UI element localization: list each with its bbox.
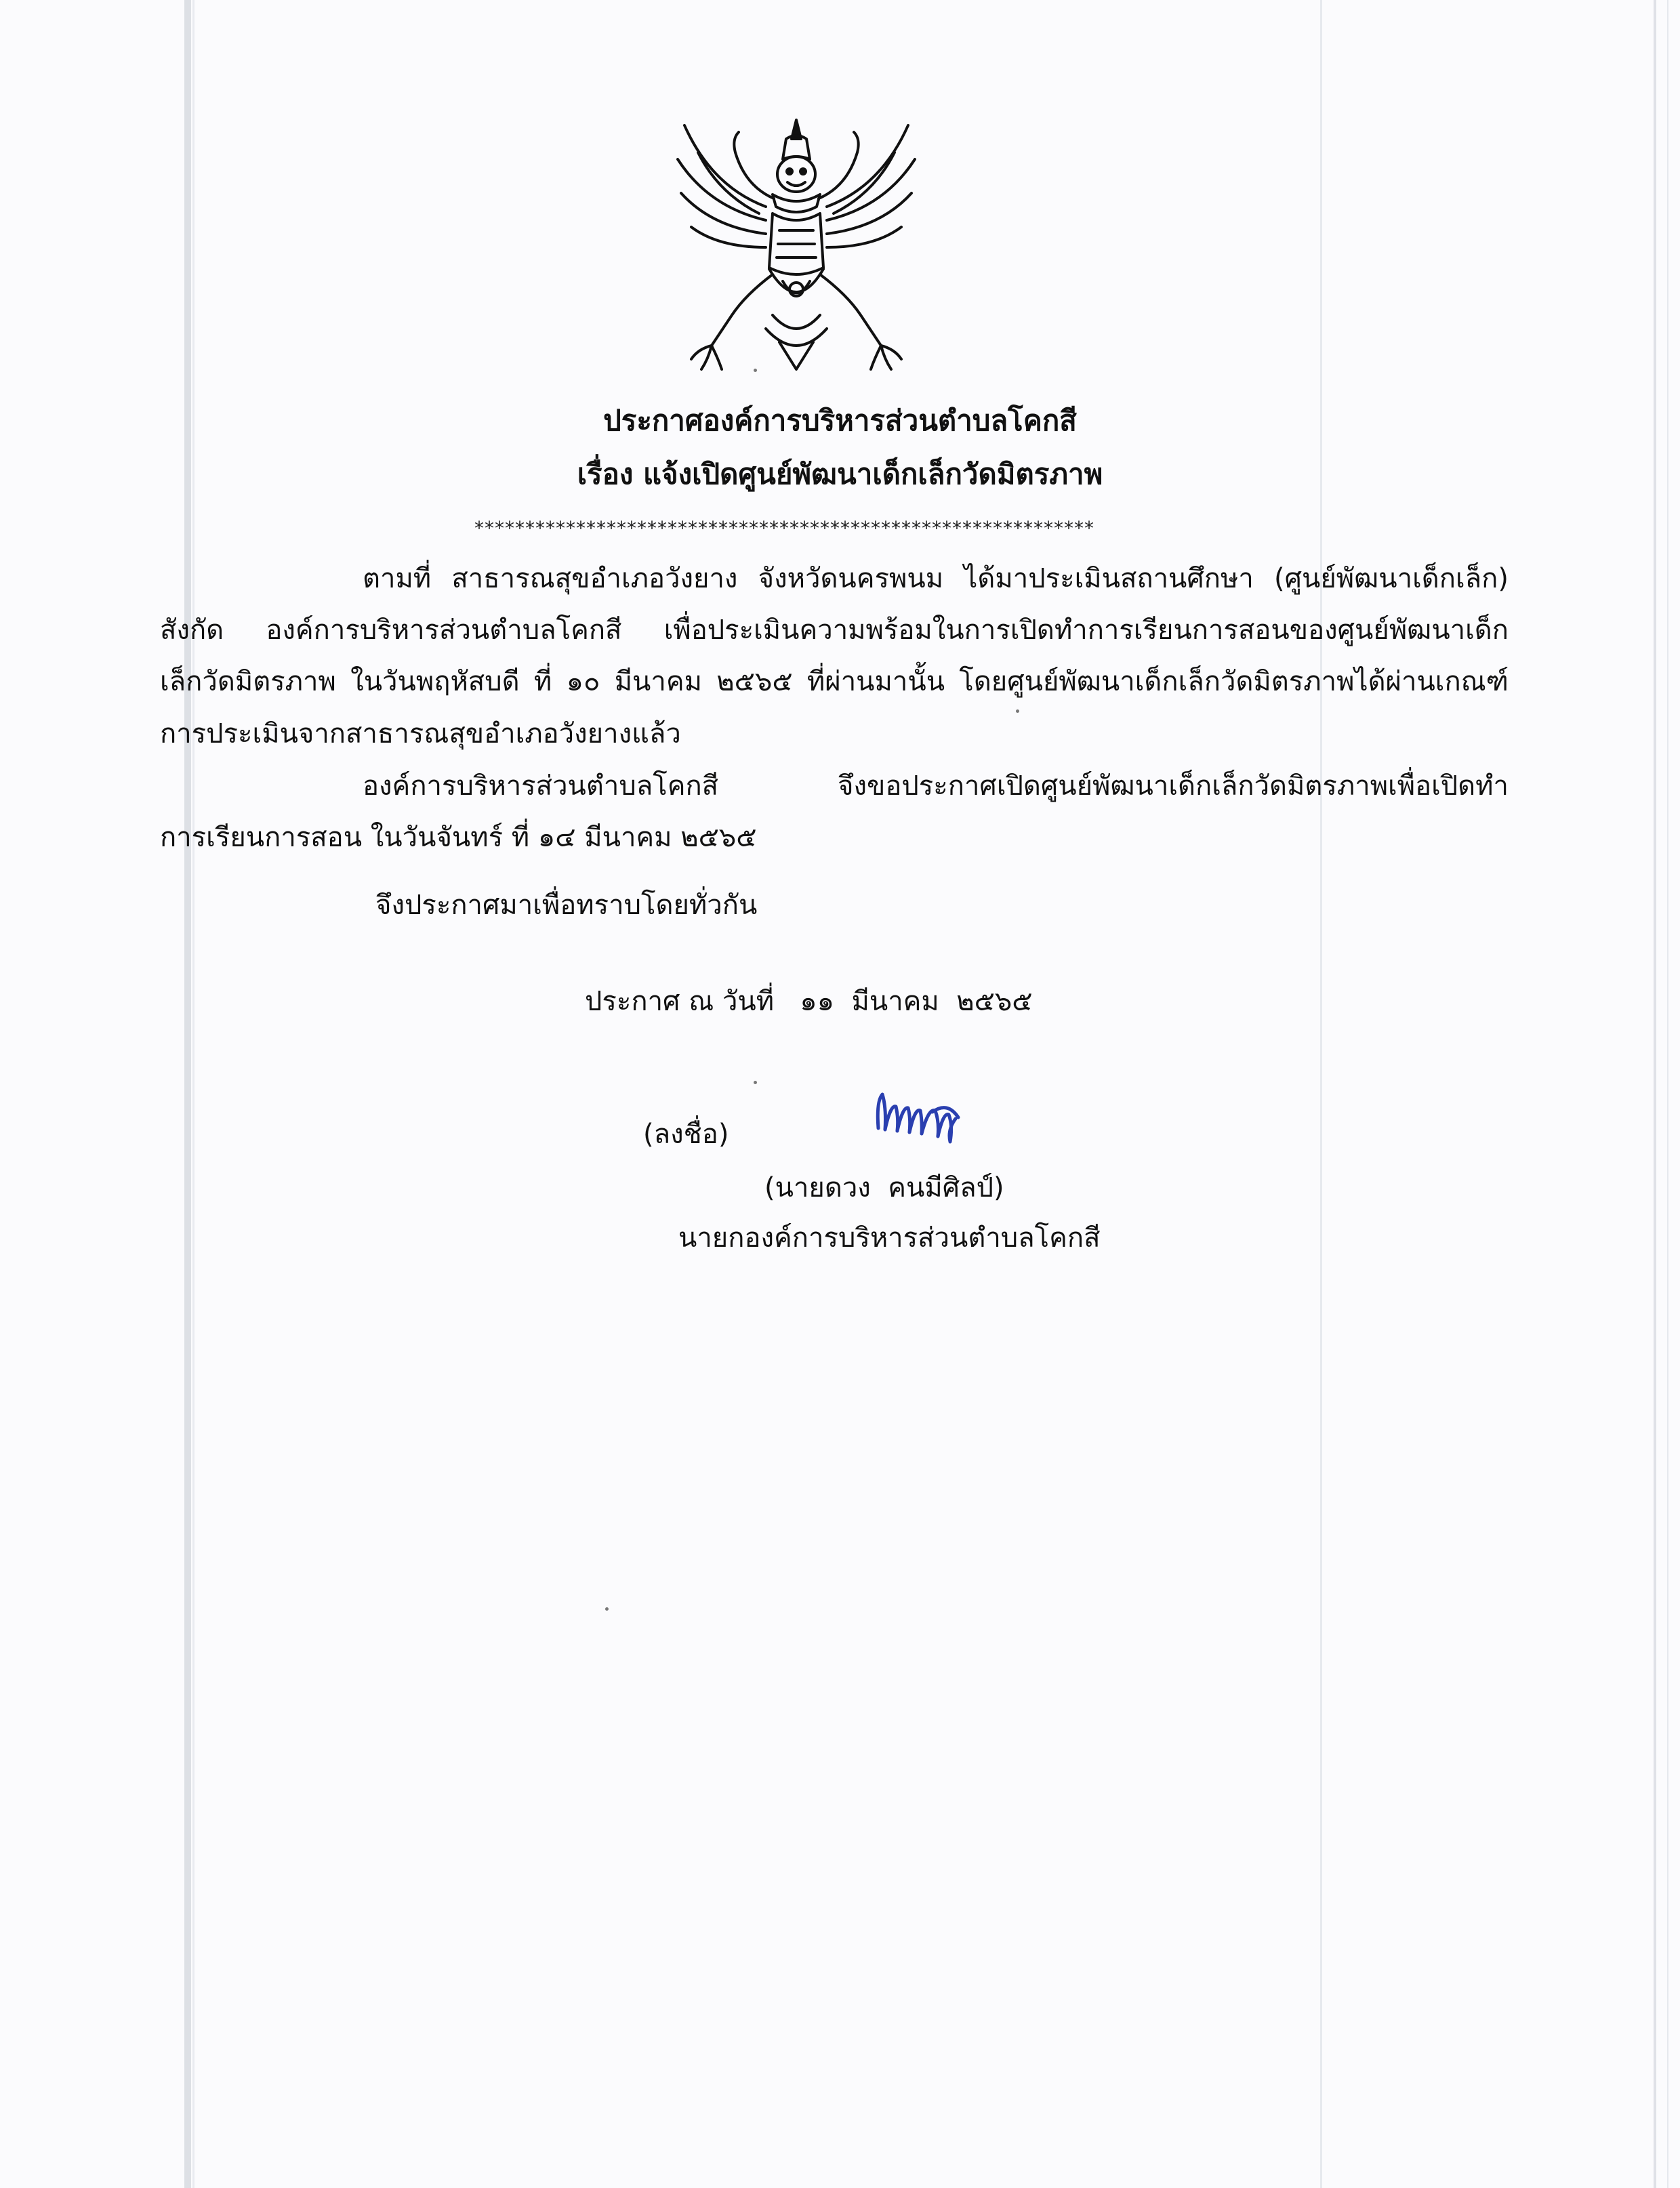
body-text-line: องค์การบริหารส่วนตำบลโคกสี จึงขอประกาศเปิดศูนย์พัฒนาเด็กเล็กวัดมิตรภาพเพื่อเปิดทำ (363, 770, 1509, 802)
closing-statement: จึงประกาศมาเพื่อทราบโดยทั่วกัน (375, 890, 758, 921)
scan-artifact-line (184, 0, 191, 2188)
scan-artifact-line (1667, 0, 1668, 2188)
handwritten-signature (873, 1088, 968, 1149)
separator-line: ************************************************************* (474, 517, 1094, 539)
body-text-line: ตามที่ สาธารณสุขอำเภอวังยาง จังหวัดนครพนม ได้มาประเมินสถานศึกษา (ศูนย์พัฒนาเด็กเล็ก) (363, 563, 1509, 594)
body-text-line: เล็กวัดมิตรภาพ ในวันพฤหัสบดี ที่ ๑๐ มีนาคม ๒๕๖๕ ที่ผ่านมานั้น โดยศูนย์พัฒนาเด็กเล็กวัดมิตรภาพได้ผ่านเกณฑ์ (160, 666, 1509, 697)
scan-artifact-line (1320, 0, 1322, 2188)
signer-name: (นายดวง คนมีศิลป์) (764, 1172, 1004, 1203)
scan-speck (1016, 709, 1019, 713)
body-text-line: การเรียนการสอน ในวันจันทร์ ที่ ๑๔ มีนาคม ๒๕๖๕ (160, 822, 757, 853)
body-text-line: สังกัด องค์การบริหารส่วนตำบลโคกสี เพื่อประเมินความพร้อมในการเปิดทำการเรียนการสอนของศูนย์พัฒนาเด็ก (160, 615, 1509, 646)
scan-speck (754, 1081, 757, 1084)
signature-label: (ลงชื่อ) (643, 1119, 729, 1150)
announcement-title: ประกาศองค์การบริหารส่วนตำบลโคกสี (603, 404, 1077, 437)
scan-artifact-line (1654, 0, 1656, 2188)
scan-artifact-line (192, 0, 194, 2188)
body-text-line: การประเมินจากสาธารณสุขอำเภอวังยางแล้ว (160, 718, 681, 749)
signer-position: นายกองค์การบริหารส่วนตำบลโคกสี (678, 1222, 1101, 1254)
scan-speck (605, 1607, 609, 1611)
announcement-date: ประกาศ ณ วันที่ ๑๑ มีนาคม ๒๕๖๕ (585, 986, 1033, 1017)
garuda-emblem-icon (671, 112, 922, 383)
scan-speck (754, 369, 757, 372)
announcement-subject: เรื่อง แจ้งเปิดศูนย์พัฒนาเด็กเล็กวัดมิตรภาพ (577, 457, 1103, 491)
